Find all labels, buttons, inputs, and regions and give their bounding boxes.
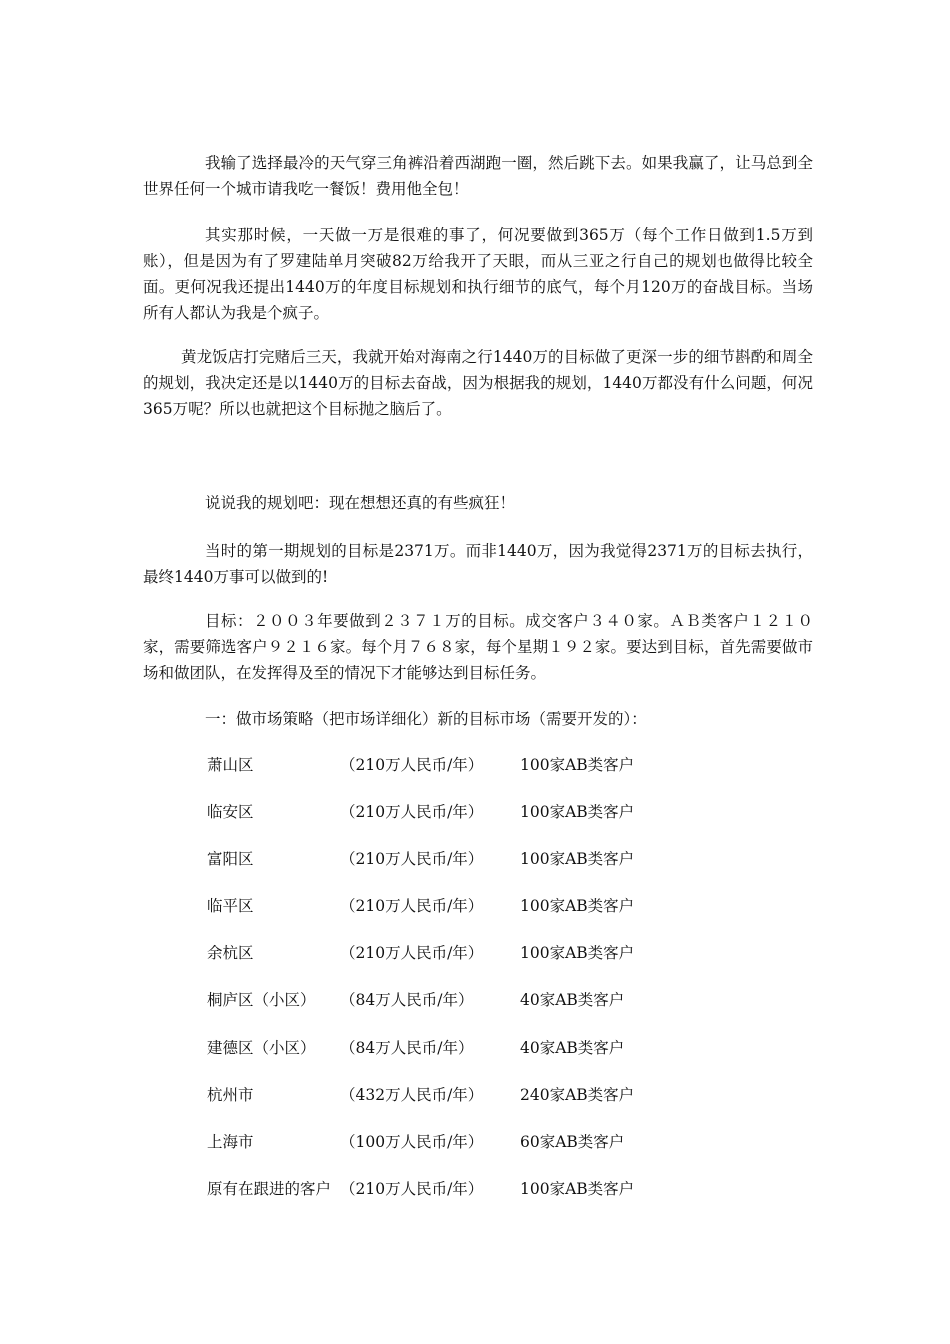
market-clients: 60家AB类客户 [520,1133,625,1151]
market-revenue: （210万人民币/年） [340,850,484,868]
market-revenue: （84万人民币/年） [340,991,474,1009]
market-clients: 100家AB类客户 [520,944,635,962]
market-area: 萧山区 [207,756,254,774]
market-revenue: （210万人民币/年） [340,756,484,774]
paragraph-target-365: 其实那时候，一天做一万是很难的事了，何况要做到365万（每个工作日做到1.5万到账），但是因为有了罗建陆单月突破82万给我开了天眼，而从三亚之行自己的规划也做得比较全面。更何况我还提出1440万的年度目标规划和执行细节的底气，每个月120万的奋战目标。当场所有人都认为我是个疯子。 [143,226,813,322]
market-clients: 100家AB类客户 [520,1180,635,1198]
market-revenue: （210万人民币/年） [340,803,484,821]
market-clients: 240家AB类客户 [520,1086,635,1104]
market-area: 富阳区 [207,850,254,868]
paragraph-bet: 我输了选择最冷的天气穿三角裤沿着西湖跑一圈，然后跳下去。如果我赢了，让马总到全世界任何一个城市请我吃一餐饭！费用他全包！ [143,154,813,198]
paragraph-goal-2003: 目标：２００３年要做到２３７１万的目标。成交客户３４０家。ＡＢ类客户１２１０家，需要筛选客户９２１６家。每个月７６８家，每个星期１９２家。要达到目标，首先需要做市场和做团队，在发挥得及至的情况下才能够达到目标任务。 [143,612,813,682]
market-clients: 100家AB类客户 [520,803,635,821]
paragraph-first-phase: 当时的第一期规划的目标是2371万。而非1440万，因为我觉得2371万的目标去执行，最终1440万事可以做到的! [143,542,813,586]
market-area: 上海市 [207,1133,254,1151]
market-revenue: （210万人民币/年） [340,1180,484,1198]
market-revenue: （100万人民币/年） [340,1133,484,1151]
paragraph-huanglong: 黄龙饭店打完赌后三天，我就开始对海南之行1440万的目标做了更深一步的细节斟酌和周全的规划，我决定还是以1440万的目标去奋战，因为根据我的规划，1440万都没有什么问题，何况365万呢？所以也就把这个目标抛之脑后了。 [143,348,813,418]
market-area: 杭州市 [207,1086,254,1104]
market-area: 桐庐区（小区） [207,991,316,1009]
section-heading-market-strategy: 一：做市场策略（把市场详细化）新的目标市场（需要开发的）： [205,710,647,728]
market-area: 原有在跟进的客户 [207,1180,332,1198]
market-clients: 100家AB类客户 [520,897,635,915]
market-clients: 100家AB类客户 [520,756,635,774]
market-revenue: （210万人民币/年） [340,944,484,962]
market-area: 临安区 [207,803,254,821]
market-area: 余杭区 [207,944,254,962]
market-area: 临平区 [207,897,254,915]
market-revenue: （432万人民币/年） [340,1086,484,1104]
market-revenue: （210万人民币/年） [340,897,484,915]
market-clients: 40家AB类客户 [520,1039,625,1057]
market-area: 建德区（小区） [207,1039,316,1057]
market-clients: 40家AB类客户 [520,991,625,1009]
market-clients: 100家AB类客户 [520,850,635,868]
market-revenue: （84万人民币/年） [340,1039,474,1057]
paragraph-plan-intro: 说说我的规划吧：现在想想还真的有些疯狂！ [205,494,516,512]
